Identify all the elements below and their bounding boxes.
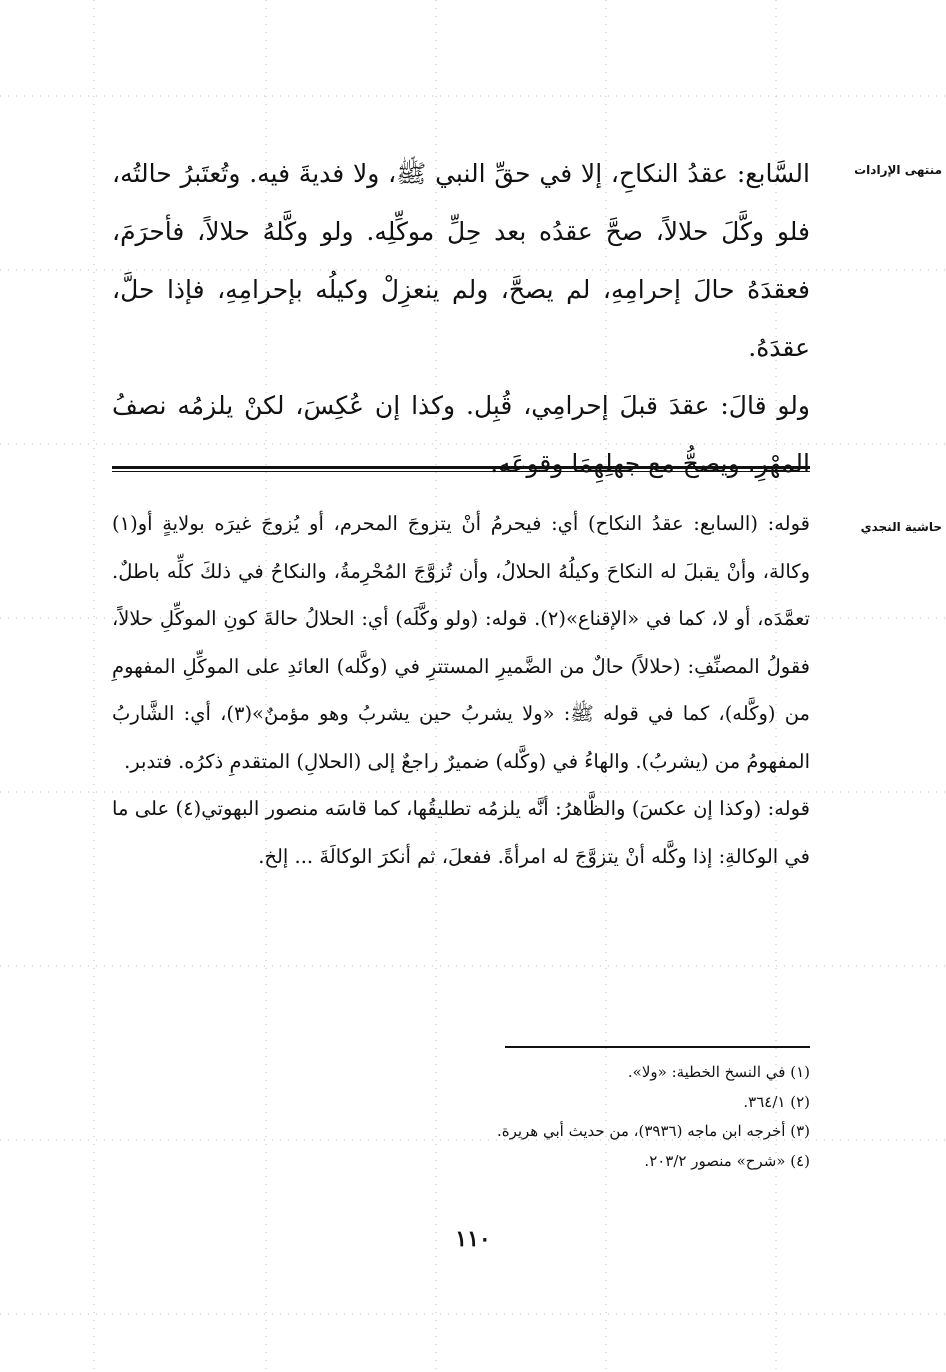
footnote-2: (٢) ٣٦٤/١. xyxy=(743,1092,810,1111)
footnote-1: (١) في النسخ الخطية: «ولا». xyxy=(627,1063,810,1081)
main-text xyxy=(112,145,810,493)
section-divider xyxy=(112,466,810,472)
side-label-commentary: حاشية النجدي xyxy=(860,520,942,534)
commentary-paragraph-2: قوله: (وكذا إن عكسَ) والظَّاهرُ: أنَّه يلزمُه تطليقُها، كما قاسَه منصور البهوتي(٤) على ما في الوكالةِ: إذا وكَّله أنْ يتزوَّجَ له امرأةً. ففعلَ، ثم أنكرَ الوكالَةَ ... إلخ. xyxy=(112,797,810,868)
footnote-3: (٣) أخرجه ابن ماجه (٣٩٣٦)، من حديث أبي هريرة. xyxy=(496,1122,810,1140)
footnote-divider xyxy=(505,1046,810,1048)
footnotes xyxy=(300,1058,810,1176)
main-paragraph-2: ولو قالَ: عقدَ قبلَ إحرامِي، قُبِل. وكذا إن عُكِسَ، لكنْ يلزمُه نصفُ المهْرِ، ويصحُّ مع جهلِهِمَا وقوعَه. xyxy=(112,391,810,478)
commentary-text xyxy=(112,500,810,880)
main-paragraph-1: السَّابع: عقدُ النكاحِ، إلا في حقِّ النبي ﷺ، ولا فديةَ فيه. وتُعتَبرُ حالتُه، فلو وكَّلَ حلالاً، صحَّ عقدُه بعد حِلِّ موكِّلِه. ولو وكَّلهُ حلالاً، فأحرَمَ، فعقدَهُ حالَ إحرامِهِ، لم يصحَّ، ولم ينعزِلْ وكيلُه بإحرامِهِ، فإذا حلَّ، عقدَهُ. xyxy=(112,159,810,362)
commentary-paragraph-1: قوله: (السابع: عقدُ النكاح) أي: فيحرمُ أنْ يتزوجَ المحرم، أو يُزوجَ غيرَه بولايةٍ أو(١) وكالة، وأنْ يقبلَ له النكاحَ وكيلُهُ الحلالُ، وأن تُزوَّجَ المُحْرِمةُ، والنكاحُ في ذلكَ كلِّه باطلٌ. تعمَّدَه، أو لا، كما في «الإقناع»(٢). قوله: (ولو وكَّلَه) أي: الحلالُ حالةَ كونِ الموكِّلِ حلالاً، فقولُ المصنِّفِ: (حلالاً) حالٌ من الضَّميرِ المستترِ في (وكَّله) العائدِ على الموكِّلِ المفهومِ من (وكَّله)، كما في قوله ﷺ: «ولا يشربُ حين يشربُ وهو مؤمنٌ»(٣)، أي: الشَّاربُ المفهومُ من (يشربُ). والهاءُ في (وكَّله) ضميرٌ راجعٌ إلى (الحلالِ) المتقدمِ ذكرُه. فتدبر. xyxy=(112,512,810,773)
footnote-4: (٤) «شرح» منصور ٢٠٣/٢. xyxy=(644,1151,810,1170)
side-label-main: منتهى الإرادات xyxy=(854,163,942,177)
page-number: ١١٠ xyxy=(455,1226,491,1252)
